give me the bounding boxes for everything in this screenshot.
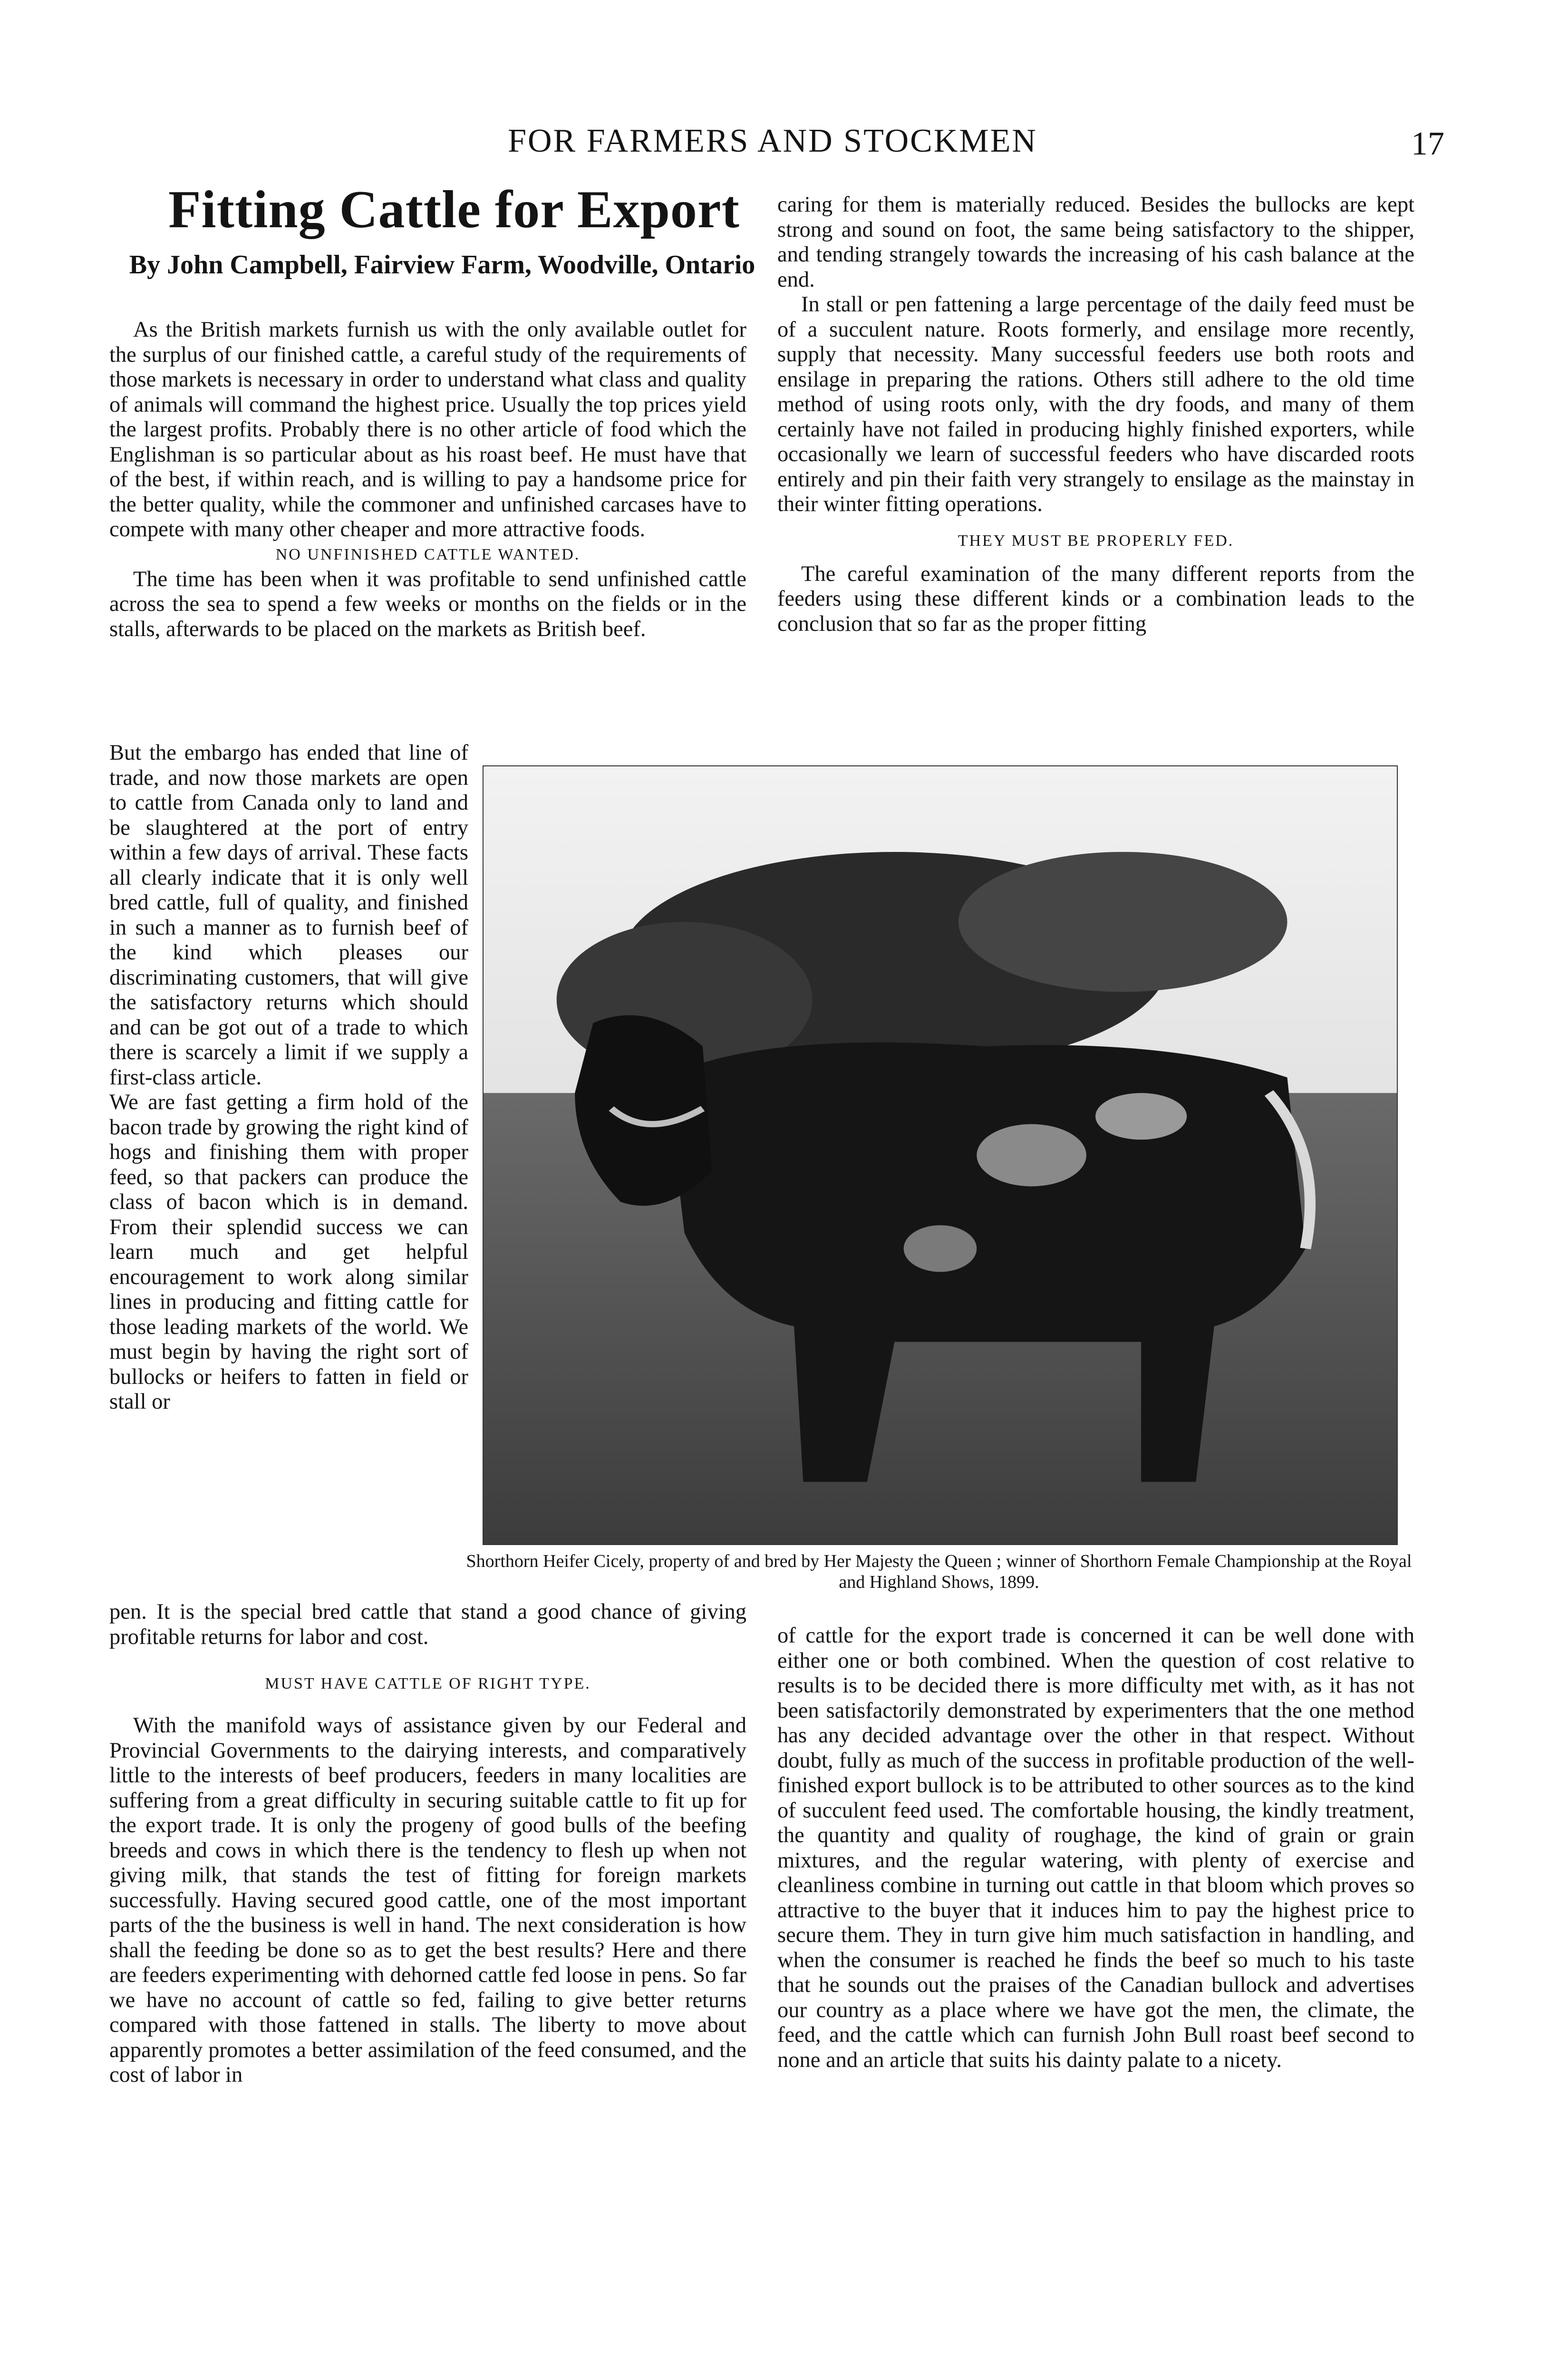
left-column-narrow bbox=[109, 741, 468, 1415]
paragraph: The time has been when it was profitable to send unfinished cattle across the sea to spend a few weeks or months on the fields or in the stalls, afterwards to be placed on the markets as British beef. bbox=[109, 567, 746, 641]
left-column-lower bbox=[109, 1600, 746, 2088]
running-head: FOR FARMERS AND STOCKMEN bbox=[508, 123, 1037, 159]
paragraph: With the manifold ways of assistance given by our Federal and Provincial Governments to the dairying interests, and comparatively little to the interests of beef producers, feeders in many localities are suffering from a great difficulty in securing suitable cattle to fit up for the export trade. It is only the progeny of good bulls of the beefing breeds and cows in which there is the tendency to flesh up when not giving milk, that stands the test of fitting for foreign markets successfully. Having secured good cattle, one of the most important parts of the the business is well in hand. The next consideration is how shall the feeding be done so as to get the best results? Here and there are feeders experimenting with dehorned cattle fed loose in pens. So far we have no account of cattle so fed, failing to give better returns compared with those fattened in stalls. The liberty to move about apparently promotes a better assimilation of the feed consumed, and the cost of labor in bbox=[109, 1713, 746, 2087]
paragraph: In stall or pen fattening a large percentage of the daily feed must be of a succulent nature. Roots formerly, and ensilage more recently, supply that necessity. Many successful feeders use both roots and ensilage in preparing the rations. Others still adhere to the old time method of using roots only, with the dry foods, and many of them certainly have not failed in producing highly finished exporters, while occasionally we learn of successful feeders who have discarded roots entirely and pin their faith very strangely to ensilage as the mainstay in their winter fitting operations. bbox=[777, 292, 1414, 516]
paragraph: The careful examination of the many different reports from the feeders using these different kinds or a combination leads to the conclusion that so far as the proper fitting bbox=[777, 561, 1414, 636]
right-column-lower bbox=[777, 1623, 1414, 2073]
right-column-upper bbox=[777, 193, 1414, 637]
paragraph: pen. It is the special bred cattle that stand a good chance of giving profitable returns for labor and cost. bbox=[109, 1600, 746, 1649]
left-column-upper bbox=[109, 318, 746, 642]
page-number: 17 bbox=[1411, 126, 1444, 162]
paragraph: As the British markets furnish us with the only available outlet for the surplus of our finished cattle, a careful study of the requirements of those markets is necessary in order to understand what class and quality of animals will command the highest price. Usually the top prices yield the largest profits. Probably there is no other article of food which the Englishman is so particular about as his roast beef. He must have that of the best, if within reach, and is willing to pay a handsome price for the better quality, while the commoner and unfinished carcases have to compete with many other cheaper and more attractive foods. bbox=[109, 318, 746, 541]
shorthorn-heifer-photo bbox=[484, 766, 1397, 1544]
paragraph: of cattle for the export trade is concerned it can be well done with either one or both combined. When the question of cost relative to results is to be decided there is more difficulty met with, as it has not been satisfactorily demonstrated by experimenters that the one method has any decided advantage over the other in that respect. Without doubt, fully as much of the success in profitable production of the well-finished export bullock is to be attributed to other sources as to the kind of succulent feed used. The comfortable housing, the kindly treatment, the quantity and quality of roughage, the kind of grain or grain mixtures, and the regular watering, with plenty of exercise and cleanliness combine in turning out cattle in that bloom which proves so attractive to the buyer that it induces him to pay the highest price to secure them. They in turn give him much satisfaction in handling, and when the consumer is reached he finds the beef so much to his taste that he sounds out the praises of the Canadian bullock and advertises our country as a place where we have got the men, the climate, the feed, and the cattle which can furnish John Bull roast beef second to none and an article that suits his dainty palate to a nicety. bbox=[777, 1623, 1414, 2072]
byline: By John Campbell, Fairview Farm, Woodville, Ontario bbox=[129, 250, 755, 280]
section-heading: THEY MUST BE PROPERLY FED. bbox=[958, 531, 1234, 550]
photo-caption: Shorthorn Heifer Cicely, property of and bred by Her Majesty the Queen ; winner of Shorthorn Female Championship at the Royal and Highland Shows, 1899. bbox=[466, 1551, 1412, 1592]
section-heading: MUST HAVE CATTLE OF RIGHT TYPE. bbox=[265, 1675, 591, 1692]
article-title: Fitting Cattle for Export bbox=[168, 180, 740, 239]
section-heading: NO UNFINISHED CATTLE WANTED. bbox=[275, 545, 581, 563]
paragraph: caring for them is materially reduced. Besides the bullocks are kept strong and sound on foot, the same being satisfactory to the shipper, and tending strangely towards the increasing of his cash balance at the end. bbox=[777, 193, 1414, 292]
cattle-photograph bbox=[483, 765, 1398, 1545]
paragraph: We are fast getting a firm hold of the bacon trade by growing the right kind of hogs and finishing them with proper feed, so that packers can produce the class of bacon which is in demand. From their splendid success we can learn much and get helpful encouragement to work along similar lines in producing and fitting cattle for those leading markets of the world. We must begin by having the right sort of bullocks or heifers to fatten in field or stall or bbox=[109, 1090, 468, 1414]
paragraph: But the embargo has ended that line of trade, and now those markets are open to cattle from Canada only to land and be slaughtered at the port of entry within a few days of arrival. These facts all clearly indicate that it is only well bred cattle, full of quality, and finished in such a manner as to furnish beef of the kind which pleases our discriminating customers, that will give the satisfactory returns which should and can be got out of a trade to which there is scarcely a limit if we supply a first-class article. bbox=[109, 741, 468, 1090]
